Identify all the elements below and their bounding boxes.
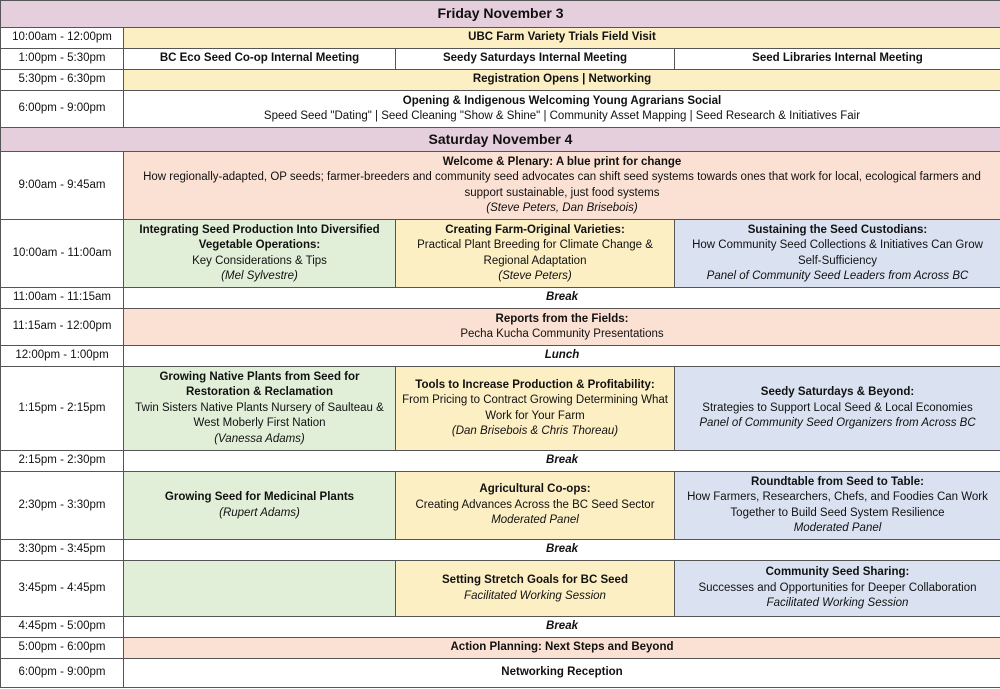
session-title: Roundtable from Seed to Table: xyxy=(751,475,924,488)
session-tools-production xyxy=(396,367,675,451)
day-header-friday: Friday November 3 xyxy=(1,1,1000,28)
time-cell: 1:15pm - 2:15pm xyxy=(1,367,124,451)
session-description: Key Considerations & Tips xyxy=(192,254,327,267)
session-title: Reports from the Fields: xyxy=(495,312,629,325)
session-integrating-seed-production xyxy=(124,220,396,288)
session-speakers: (Mel Sylvestre) xyxy=(221,270,298,282)
schedule-row xyxy=(1,659,1000,688)
schedule-row xyxy=(1,472,1000,540)
session-title: Opening & Indigenous Welcoming Young Agrarians Social xyxy=(402,94,722,107)
schedule-row xyxy=(1,49,1000,70)
session-description: From Pricing to Contract Growing Determining What Work for Your Farm xyxy=(402,394,668,422)
time-cell: 2:15pm - 2:30pm xyxy=(1,451,124,472)
lunch-cell: Lunch xyxy=(124,346,1000,367)
session-networking-reception: Networking Reception xyxy=(124,659,1000,688)
session-title: Creating Farm-Original Varieties: xyxy=(445,223,625,236)
schedule-row xyxy=(1,70,1000,91)
session-seedy-saturdays-beyond xyxy=(675,367,1000,451)
session-description: Twin Sisters Native Plants Nursery of Saulteau & West Moberly First Nation xyxy=(135,401,384,430)
session-title: Sustaining the Seed Custodians: xyxy=(747,223,928,236)
session-action-planning: Action Planning: Next Steps and Beyond xyxy=(124,638,1000,659)
session-description: Successes and Opportunities for Deeper Collaboration xyxy=(698,581,977,594)
session-description: Speed Seed "Dating" | Seed Cleaning "Show & Shine" | Community Asset Mapping | Seed Research & Initiatives Fair xyxy=(263,110,861,122)
schedule-row xyxy=(1,152,1000,220)
session-agricultural-coops xyxy=(396,472,675,540)
day-header-row xyxy=(1,1,1000,28)
schedule-row xyxy=(1,220,1000,288)
session-speakers: (Rupert Adams) xyxy=(219,506,300,519)
day-header-row xyxy=(1,128,1000,152)
schedule-row xyxy=(1,561,1000,617)
session-description: How Community Seed Collections & Initiatives Can Grow Self-Sufficiency xyxy=(692,239,983,267)
break-cell: Break xyxy=(124,540,1000,561)
session-empty-slot xyxy=(124,561,396,617)
session-speakers: Moderated Panel xyxy=(491,514,579,527)
session-farm-original-varieties xyxy=(396,220,675,288)
session-bc-eco-seed-meeting: BC Eco Seed Co-op Internal Meeting xyxy=(124,49,396,70)
session-speakers: Facilitated Working Session xyxy=(766,597,909,610)
time-cell: 5:30pm - 6:30pm xyxy=(1,70,124,91)
session-speakers: (Steve Peters, Dan Brisebois) xyxy=(486,202,638,214)
session-speakers: (Steve Peters) xyxy=(498,270,572,282)
break-cell: Break xyxy=(124,617,1000,638)
schedule-row xyxy=(1,451,1000,472)
session-title: Growing Seed for Medicinal Plants xyxy=(164,491,355,503)
session-speakers: Moderated Panel xyxy=(793,522,882,534)
session-seedy-saturdays-meeting: Seedy Saturdays Internal Meeting xyxy=(396,49,675,70)
session-roundtable-seed-to-table xyxy=(675,472,1000,540)
session-speakers: Facilitated Working Session xyxy=(464,589,606,602)
time-cell: 2:30pm - 3:30pm xyxy=(1,472,124,540)
time-cell: 6:00pm - 9:00pm xyxy=(1,659,124,688)
schedule-row xyxy=(1,91,1000,128)
session-description: Practical Plant Breeding for Climate Change & Regional Adaptation xyxy=(417,239,653,267)
schedule-row xyxy=(1,540,1000,561)
session-registration: Registration Opens | Networking xyxy=(124,70,1000,91)
session-title: Setting Stretch Goals for BC Seed xyxy=(442,574,628,586)
time-cell: 9:00am - 9:45am xyxy=(1,152,124,220)
time-cell: 10:00am - 12:00pm xyxy=(1,28,124,49)
time-cell: 6:00pm - 9:00pm xyxy=(1,91,124,128)
session-description: Creating Advances Across the BC Seed Sector xyxy=(415,498,655,511)
session-native-plants xyxy=(124,367,396,451)
session-seed-libraries-meeting: Seed Libraries Internal Meeting xyxy=(675,49,1000,70)
session-title: Integrating Seed Production Into Diversified Vegetable Operations: xyxy=(139,223,380,251)
session-speakers: Panel of Community Seed Organizers from Across BC xyxy=(699,417,976,430)
time-cell: 10:00am - 11:00am xyxy=(1,220,124,288)
session-sustaining-seed-custodians xyxy=(675,220,1000,288)
session-ubc-farm-visit: UBC Farm Variety Trials Field Visit xyxy=(124,28,1000,49)
time-cell: 5:00pm - 6:00pm xyxy=(1,638,124,659)
day-header-saturday: Saturday November 4 xyxy=(1,128,1000,152)
session-title: Growing Native Plants from Seed for Restoration & Reclamation xyxy=(159,370,360,399)
session-speakers: (Dan Brisebois & Chris Thoreau) xyxy=(451,425,619,437)
session-description: Pecha Kucha Community Presentations xyxy=(460,328,664,340)
time-cell: 11:00am - 11:15am xyxy=(1,288,124,309)
session-speakers: (Vanessa Adams) xyxy=(214,432,305,445)
session-title: Seedy Saturdays & Beyond: xyxy=(760,386,915,399)
session-description: Strategies to Support Local Seed & Local Economies xyxy=(702,401,973,414)
session-reports-from-fields xyxy=(124,309,1000,346)
time-cell: 3:30pm - 3:45pm xyxy=(1,540,124,561)
session-description: How regionally-adapted, OP seeds; farmer-breeders and community seed advocates can shift seed systems towards ones that work for local, ecological farmers and support sustainable, just food systems xyxy=(143,171,981,199)
schedule-row xyxy=(1,638,1000,659)
session-community-seed-sharing xyxy=(675,561,1000,617)
session-title: Welcome & Plenary: A blue print for change xyxy=(442,155,682,168)
session-title: Tools to Increase Production & Profitability: xyxy=(415,378,655,391)
schedule-row xyxy=(1,367,1000,451)
time-cell: 3:45pm - 4:45pm xyxy=(1,561,124,617)
break-cell: Break xyxy=(124,288,1000,309)
session-medicinal-plants xyxy=(124,472,396,540)
session-welcome-plenary xyxy=(124,152,1000,220)
schedule-row xyxy=(1,288,1000,309)
break-cell: Break xyxy=(124,451,1000,472)
session-description: How Farmers, Researchers, Chefs, and Foodies Can Work Together to Build Seed System Resilience xyxy=(687,491,988,519)
session-stretch-goals xyxy=(396,561,675,617)
time-cell: 1:00pm - 5:30pm xyxy=(1,49,124,70)
time-cell: 4:45pm - 5:00pm xyxy=(1,617,124,638)
schedule-row xyxy=(1,617,1000,638)
time-cell: 11:15am - 12:00pm xyxy=(1,309,124,346)
schedule-row xyxy=(1,28,1000,49)
session-opening-social xyxy=(124,91,1000,128)
session-title: Community Seed Sharing: xyxy=(765,566,910,579)
time-cell: 12:00pm - 1:00pm xyxy=(1,346,124,367)
session-title: Agricultural Co-ops: xyxy=(479,483,591,496)
session-speakers: Panel of Community Seed Leaders from Across BC xyxy=(706,270,969,282)
schedule-row xyxy=(1,346,1000,367)
schedule-row xyxy=(1,309,1000,346)
